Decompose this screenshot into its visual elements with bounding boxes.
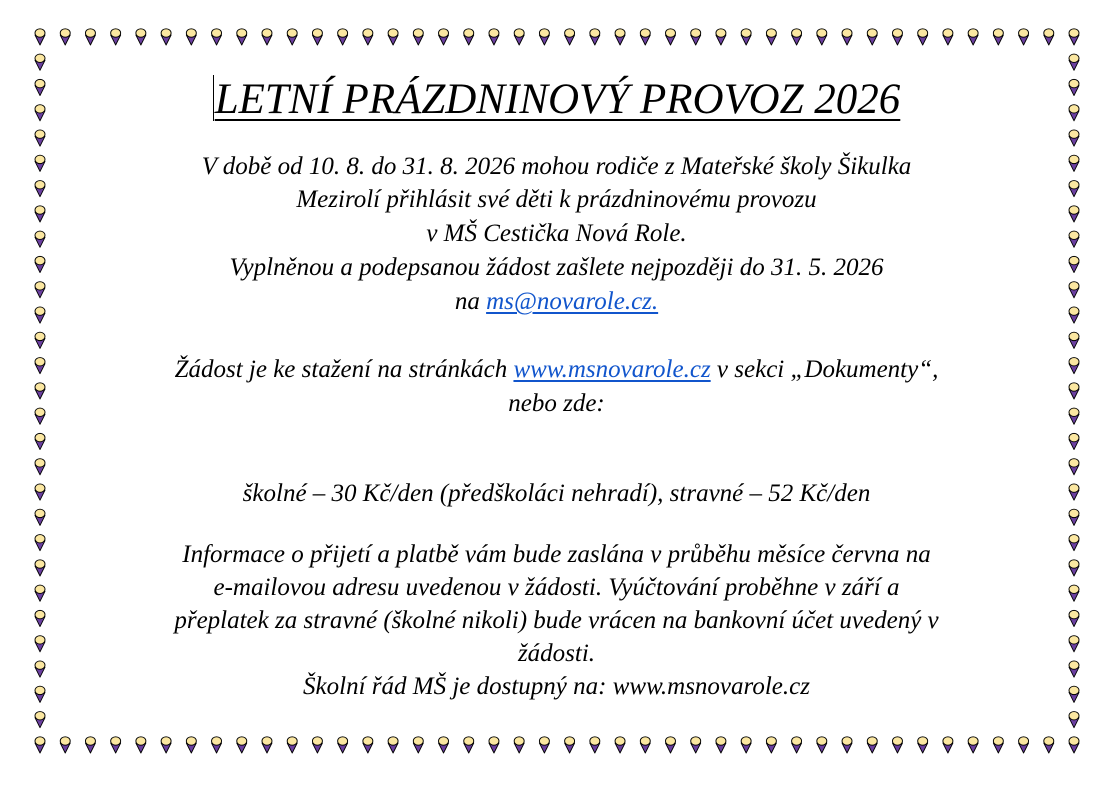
ice-cream-cone-icon <box>35 256 45 272</box>
ice-cream-cone-icon <box>35 358 45 374</box>
ice-cream-cone-icon <box>35 282 45 298</box>
ice-cream-cone-icon <box>1069 358 1079 374</box>
ice-cream-cone-icon <box>35 79 45 95</box>
ice-cream-cone-icon <box>35 181 45 197</box>
ice-cream-cone-icon <box>35 383 45 399</box>
ice-cream-cone-icon <box>35 332 45 348</box>
ice-cream-cone-icon <box>35 29 45 45</box>
ice-cream-cone-icon <box>35 686 45 702</box>
ice-cream-cone-icon <box>1069 181 1079 197</box>
info-line-1: Informace o přijetí a platbě vám bude zaslána v průběhu měsíce června na <box>182 541 931 568</box>
ice-cream-cone-icon <box>1069 408 1079 424</box>
ice-cream-cone-icon <box>35 130 45 146</box>
ice-cream-cone-icon <box>35 509 45 525</box>
ice-cream-cone-icon <box>1069 661 1079 677</box>
ice-cream-cone-icon <box>35 433 45 449</box>
ice-cream-cone-icon <box>1069 256 1079 272</box>
ice-cream-cone-icon <box>35 484 45 500</box>
ice-cream-cone-icon <box>35 54 45 70</box>
ice-cream-cone-icon <box>35 535 45 551</box>
ice-cream-cone-icon <box>35 307 45 323</box>
website-link[interactable]: www.msnovarole.cz <box>513 356 711 383</box>
ice-cream-cone-icon <box>1069 79 1079 95</box>
intro-line-1: V době od 10. 8. do 31. 8. 2026 mohou rodiče z Mateřské školy Šikulka <box>201 153 912 180</box>
ice-cream-cone-icon <box>1069 206 1079 222</box>
download-line-2: nebo zde: <box>508 390 605 417</box>
ice-cream-cone-icon <box>1069 383 1079 399</box>
info-line-4: žádosti. <box>517 640 596 667</box>
ice-cream-cone-icon <box>1069 307 1079 323</box>
ice-cream-cone-icon <box>1069 484 1079 500</box>
ice-cream-cone-icon <box>1069 636 1079 652</box>
ice-cream-cone-icon <box>1069 433 1079 449</box>
ice-cream-cone-icon <box>1069 459 1079 475</box>
ice-cream-cone-icon <box>1069 737 1079 753</box>
ice-cream-cone-icon <box>1069 560 1079 576</box>
ice-cream-cone-icon <box>35 636 45 652</box>
ice-cream-cone-icon <box>35 610 45 626</box>
ice-cream-cone-icon <box>35 408 45 424</box>
ice-cream-cone-icon <box>35 560 45 576</box>
ice-cream-cone-icon <box>35 737 45 753</box>
ice-cream-cone-icon <box>1069 130 1079 146</box>
ice-cream-cone-icon <box>1069 509 1079 525</box>
ice-cream-cone-icon <box>35 661 45 677</box>
ice-cream-cone-icon <box>1069 712 1079 728</box>
email-link[interactable]: ms@novarole.cz. <box>486 288 659 315</box>
ice-cream-cone-icon <box>35 105 45 121</box>
ice-cream-cone-icon <box>35 712 45 728</box>
ice-cream-cone-icon <box>1069 54 1079 70</box>
ice-cream-cone-icon <box>1069 585 1079 601</box>
document-page <box>60 0 1053 785</box>
ice-cream-cone-icon <box>35 155 45 171</box>
ice-cream-cone-icon <box>1069 29 1079 45</box>
ice-cream-cone-icon <box>1069 610 1079 626</box>
text-cursor <box>213 75 214 121</box>
info-line-2: e-mailovou adresu uvedenou v žádosti. Vyúčtování proběhne v září a <box>213 574 900 601</box>
ice-cream-cone-icon <box>35 206 45 222</box>
ice-cream-cone-icon <box>35 459 45 475</box>
intro-line-2: Mezirolí přihlásit své děti k prázdninovému provozu <box>296 186 817 213</box>
intro-line-5: na ms@novarole.cz. <box>454 288 659 315</box>
ice-cream-cone-icon <box>1069 332 1079 348</box>
ice-cream-cone-icon <box>1069 535 1079 551</box>
ice-cream-cone-icon <box>1069 105 1079 121</box>
intro-line-3: v MŠ Cestička Nová Role. <box>426 220 687 247</box>
intro-line-4: Vyplněnou a podepsanou žádost zašlete nejpozději do 31. 5. 2026 <box>229 254 884 281</box>
info-line-3: přeplatek za stravné (školné nikoli) bude vrácen na bankovní účet uvedený v <box>174 607 939 634</box>
page-title: LETNÍ PRÁZDNINOVÝ PROVOZ 2026 <box>214 76 901 123</box>
ice-cream-cone-icon <box>1069 231 1079 247</box>
ice-cream-cone-icon <box>1069 282 1079 298</box>
ice-cream-cone-icon <box>35 585 45 601</box>
fees-line: školné – 30 Kč/den (předškoláci nehradí), stravné – 52 Kč/den <box>242 480 871 507</box>
ice-cream-cone-icon <box>1069 686 1079 702</box>
ice-cream-cone-icon <box>35 231 45 247</box>
download-line-1: Žádost je ke stažení na stránkách www.msnovarole.cz v sekci „Dokumenty“, <box>174 356 939 383</box>
info-line-5: Školní řád MŠ je dostupný na: www.msnovarole.cz <box>303 673 810 700</box>
ice-cream-cone-icon <box>1069 155 1079 171</box>
